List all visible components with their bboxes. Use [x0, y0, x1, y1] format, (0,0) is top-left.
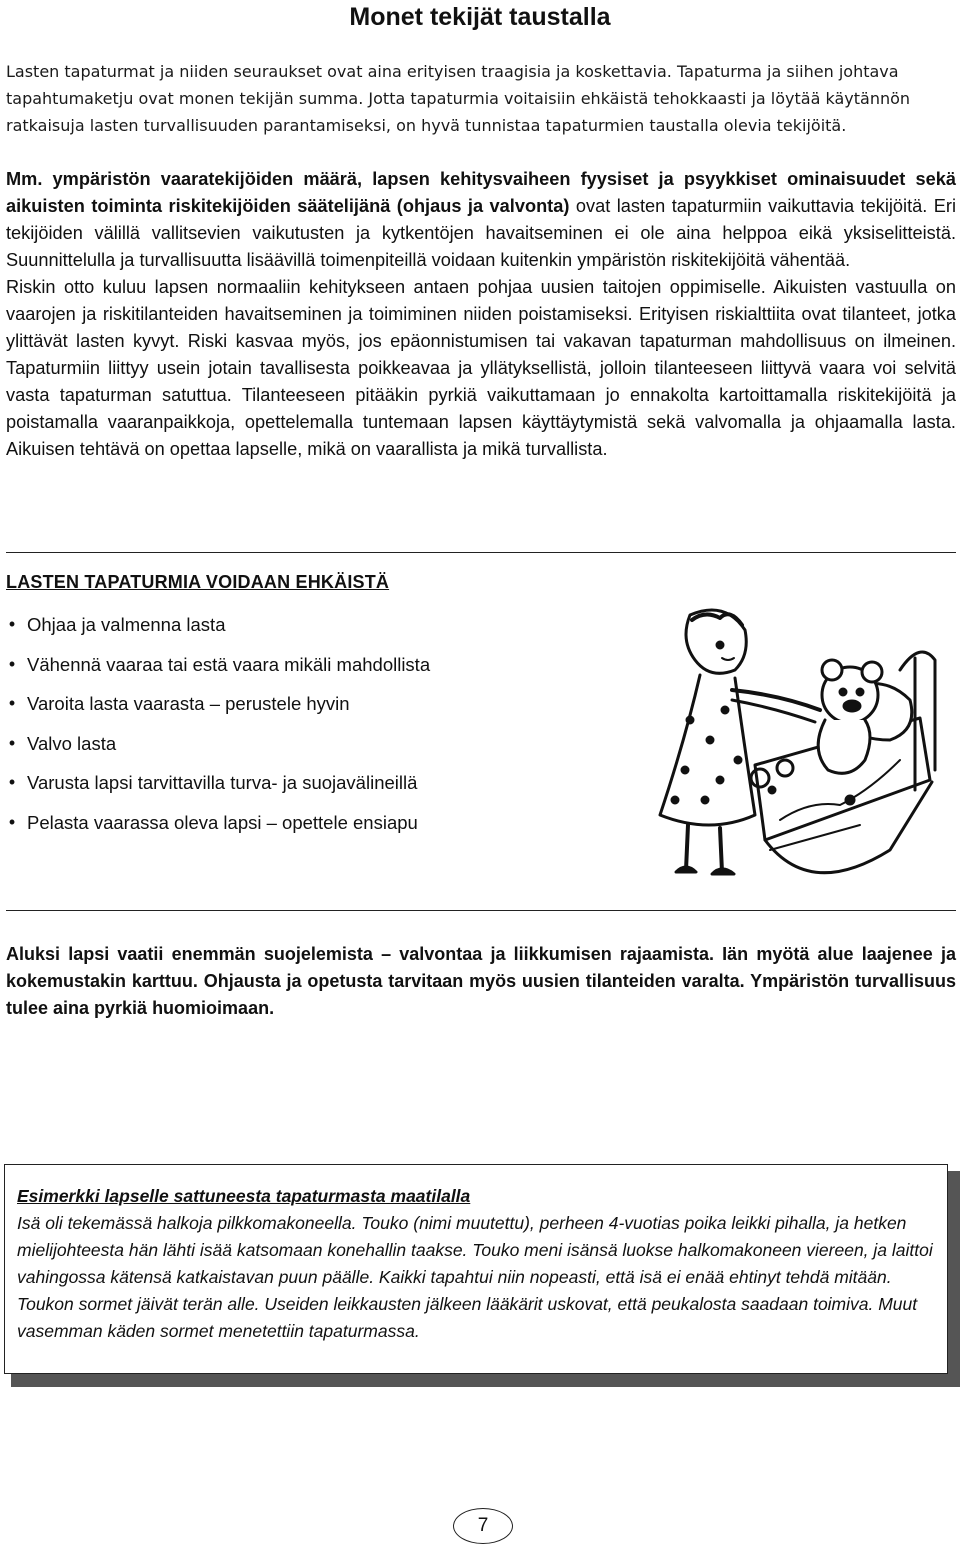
tip-text: Varoita lasta vaarasta – perustele hyvin [27, 693, 350, 715]
page-number: 7 [453, 1508, 513, 1544]
bullet-icon: • [8, 811, 16, 832]
tip-text: Valvo lasta [27, 732, 117, 754]
summary-paragraph: Aluksi lapsi vaatii enemmän suojelemista – valvontaa ja liikkumisen rajaamista. Iän myötä alue laajenee ja kokemustakin karttuu. Ohjausta ja opetusta tarvitaan myös uusien tilanteiden varalta. Ympäristön turvallisuus tulee aina pyrkiä huomioimaan. [6, 944, 956, 1018]
intro-paragraph: Lasten tapaturmat ja niiden seuraukset ovat aina erityisen traagisia ja koskettavia. Tapaturma ja siihen johtava tapahtumaketju ovat monen tekijän summa. Jotta tapaturmia voitaisiin ehkäistä tehokkaasti ja löytää käytännön ratkaisuja lasten turvallisuuden parantamiseksi, on hyvä tunnistaa tapaturmien taustalla olevia tekijöitä. [6, 62, 911, 135]
example-box [4, 1164, 948, 1374]
bullet-icon: • [8, 693, 16, 714]
tip-text: Vähennä vaaraa tai estä vaara mikäli mahdollista [27, 653, 431, 675]
bullet-icon: • [8, 772, 16, 793]
bullet-icon: • [8, 653, 16, 674]
list-item [6, 803, 566, 843]
list-item [6, 605, 566, 645]
list-item [6, 684, 566, 724]
factors-bold-lead: Mm. ympäristön vaaratekijöiden määrä, lapsen kehitysvaiheen fyysiset ja psyykkiset ominaisuudet sekä aikuisten toiminta riskitekijöiden säätelijänä (ohjaus ja valvonta) [6, 169, 956, 216]
example-title: Esimerkki lapselle sattuneesta tapaturmasta maatilalla [17, 1186, 471, 1206]
section-heading: LASTEN TAPATURMIA VOIDAAN EHKÄISTÄ [6, 572, 390, 592]
divider-top [6, 552, 956, 553]
divider-bottom [6, 910, 956, 911]
page-title: Monet tekijät taustalla [349, 3, 611, 31]
risk-paragraph: Riskin otto kuluu lapsen normaaliin kehitykseen antaen pohjaa uusien taitojen oppimiselle. Aikuisten vastuulla on vaarojen ja riskitilanteiden havaitseminen ja toimiminen niiden poistamiseksi. Erityisen riskialttiita ovat tilanteet, jotka ylittävät lasten kyvyt. Riski kasvaa myös, jos epäonnistumisen tai vakavan tapaturman mahdollisuus on ilmeinen. Tapaturmiin liittyy usein jotain tavallisesta poikkeavaa ja yllätyksellistä, jolloin tilanteeseen liittyvä vaara voi selvitä vasta tapaturman satuttua. Tilanteeseen pitääkin pyrkiä vaikuttamaan jo ennakolta kartoittamalla riskitekijöitä ja poistamalla vaaranpaikkoja, opettelemalla tuntemaan lapsen käyttäytymistä sekä valvomalla ja ohjaamalla lasta. Aikuisen tehtävä on opettaa lapselle, mikä on vaarallista ja mikä turvallista. [6, 277, 956, 459]
list-item [6, 645, 566, 685]
list-item [6, 763, 566, 803]
tip-text: Pelasta vaarassa oleva lapsi – opettele ensiapu [27, 811, 418, 833]
factors-paragraph [6, 166, 956, 274]
bullet-icon: • [8, 614, 16, 634]
bullet-icon: • [8, 732, 16, 753]
body-text [6, 166, 956, 463]
tip-text: Varusta lapsi tarvittavilla turva- ja suojavälineillä [27, 772, 418, 794]
tip-text: Ohjaa ja valmenna lasta [27, 614, 226, 635]
girl-with-teddy-bear-in-bed-illustration [650, 600, 950, 900]
list-item [6, 724, 566, 764]
tips-list [6, 605, 566, 843]
example-text: Isä oli tekemässä halkoja pilkkomakoneella. Touko (nimi muutettu), perheen 4-vuotias poika leikki pihalla, ja hetken mielijohteesta hän lähti isää katsomaan konehallin taakse. Touko meni isänsä luokse halkomakoneen viereen, ja laittoi vahingossa kätensä katkaistavan puun päälle. Kaikki tapahtui niin nopeasti, että isä ei enää ehtinyt tehdä mitään. Toukon sormet jäivät terän alle. Useiden leikkausten jälkeen lääkärit uskovat, että peukalosta saadaan toimiva. Muut vasemman käden sormet menetettiin tapaturmassa. [17, 1213, 933, 1341]
factors-rest: ovat lasten tapaturmiin vaikuttavia tekijöitä. Eri tekijöiden välillä vallitsevien vaikutusten ja kytkentöjen havaitseminen ei ole aina helppoa eikä yksiselitteistä. Suunnittelulla ja turvallisuutta lisäävillä toimenpiteillä voidaan kuitenkin ympäristön riskitekijöitä vähentää. [6, 196, 956, 270]
